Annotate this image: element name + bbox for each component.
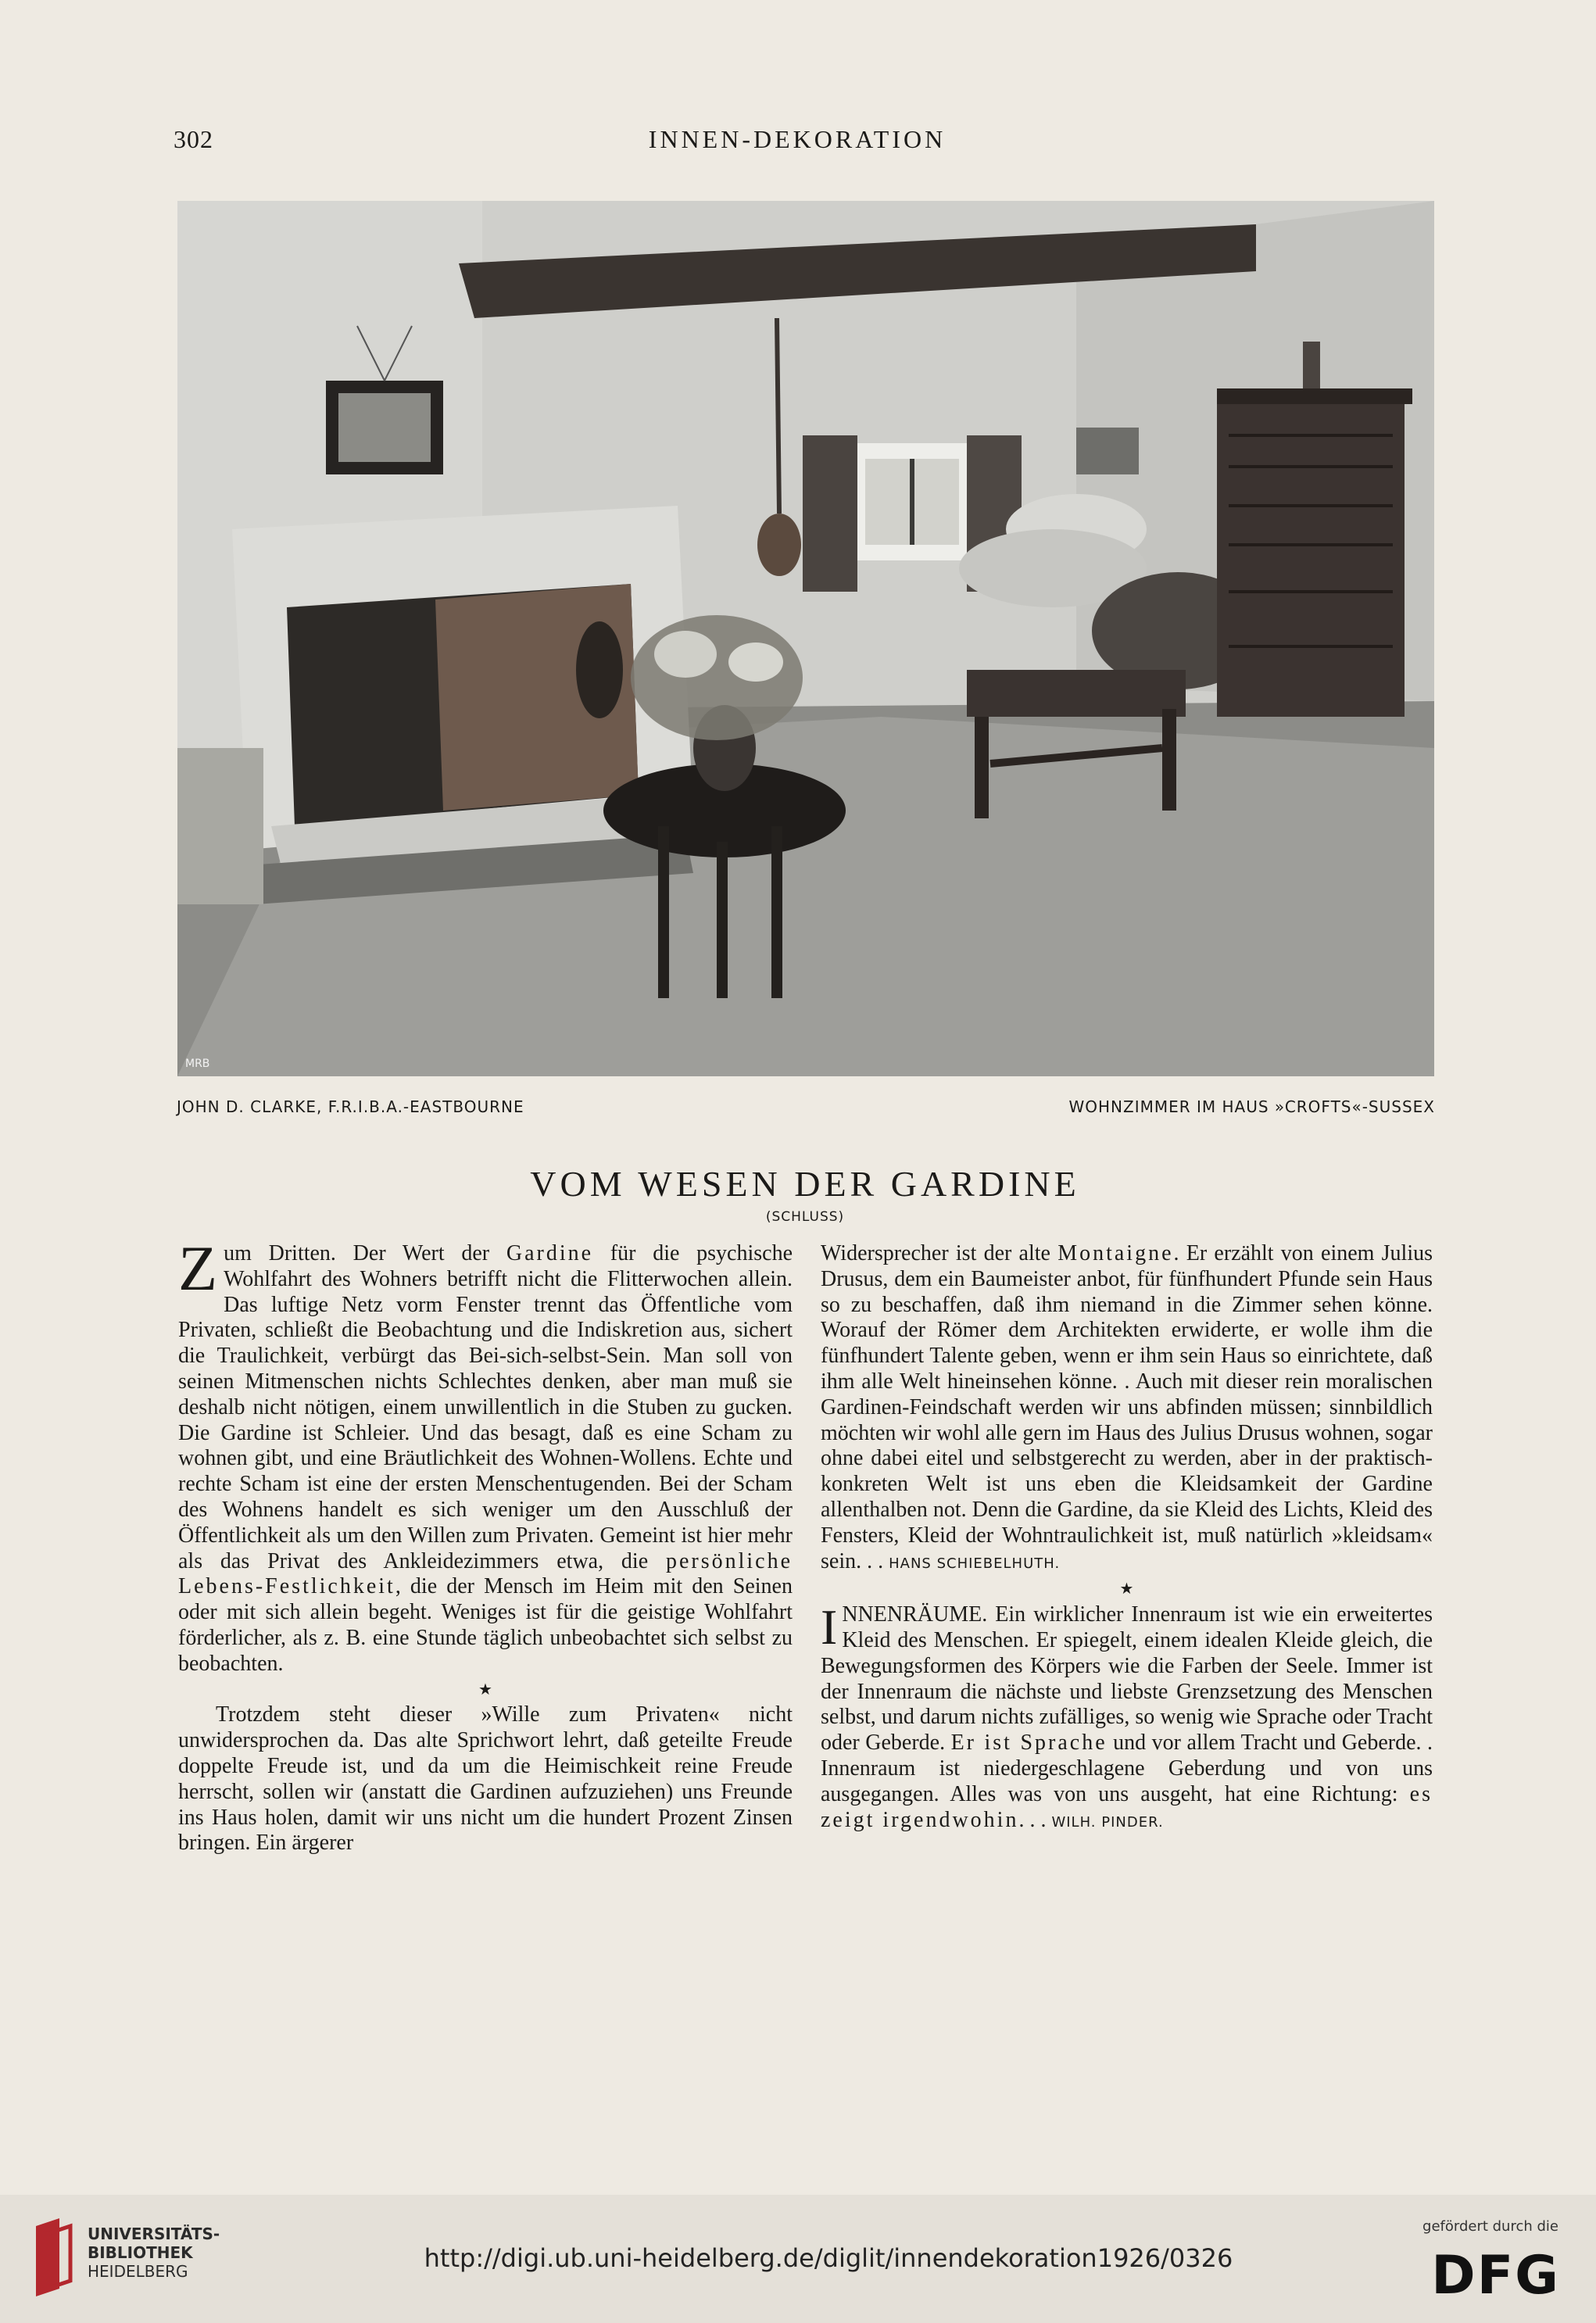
running-head: INNEN-DEKORATION bbox=[648, 125, 947, 153]
left-paragraph-2: Trotzdem steht dieser »Wille zum Privaten« nicht unwidersprochen da. Das alte Sprichwort lehrt, daß geteilte Freude doppelte Freude ist, und da um die Heimischkeit reine Freude herrscht, sollen wir (anstatt die Gardinen aufzuziehen) uns Freunde ins Haus holen, damit wir uns nicht um die hundert Prozent Zinsen bringen. Ein ärgerer bbox=[178, 1702, 793, 1856]
section-separator: ★ bbox=[478, 1681, 492, 1698]
photo-illustration bbox=[177, 201, 1434, 1076]
right-column bbox=[821, 1241, 1433, 1835]
university-library-name: UNIVERSITÄTS- BIBLIOTHEK HEIDELBERG bbox=[88, 2225, 220, 2281]
author-signature: WILH. PINDER. bbox=[1051, 1813, 1164, 1831]
digitization-footer bbox=[0, 2195, 1596, 2323]
left-paragraph-1: Zum Dritten. Der Wert der Gardine für die psychische Wohlfahrt des Wohners betrifft nicht die Flitterwochen allein. Das luftige Netz vorm Fenster trennt das Öffentliche vom Privaten, schließt die Beobachtung und die Indiskretion aus, sichert die Traulichkeit, verbürgt das Bei-sich-selbst-Sein. Man soll von seinen Mitmenschen nichts Schlechtes denken, aber man muß sie deshalb nicht nötigen, einem unwillentlich in die Stuben zu gucken. Die Gardine ist Schleier. Und das besagt, daß es eine Scham zu wohnen gibt, und eine Bräutlichkeit des Wohnen-Wollens. Echte und rechte Scham ist eine der ersten Menschentugenden. Bei der Scham des Wohnens handelt es sich weniger um den Ausschluß der Öffentlichkeit als um den Willen zum Privaten. Gemeint ist hier mehr als das Privat des Ankleidezimmers etwa, die persönliche Lebens-Festlichkeit, die der Mensch im Heim mit den Seinen oder mit sich allein begeht. Weniges ist für die geistige Wohlfahrt förderlicher, als z. B. eine Stunde täglich unbeobachtet sich selbst zu beobachten. bbox=[178, 1233, 793, 1676]
dfg-logo: DFG bbox=[1431, 2245, 1560, 2307]
right-paragraph-2: INNENRÄUME. Ein wirklicher Innenraum ist wie ein erweitertes Kleid des Menschen. Er spiegelt, einem idealen Kleide gleich, die Bewegungsformen des Körpers wie die Farben der Seele. Immer ist der Innenraum die nächste und liebste Grenzsetzung des Menschen selbst, und darum nichts zufälliges, so wenig wie Sprache oder Tracht oder Geberde. Er ist Sprache und vor allem Tracht und Geberde. . Innenraum ist niedergeschlagene Geberdung und von uns ausgegangen. Alles was von uns ausgeht, hat eine Richtung: es zeigt irgendwohin. . . WILH. PINDER. bbox=[821, 1599, 1433, 1832]
page-number: 302 bbox=[174, 125, 213, 153]
drop-cap: Z bbox=[178, 1233, 218, 1304]
drop-cap: I bbox=[821, 1599, 838, 1655]
article-subtitle: (SCHLUSS) bbox=[765, 1209, 845, 1225]
caption-room: WOHNZIMMER IM HAUS »CROFTS«-SUSSEX bbox=[1068, 1097, 1435, 1116]
right-paragraph-1: Widersprecher ist der alte Montaigne. Er erzählt von einem Julius Drusus, dem ein Baumeister anbot, für fünfhundert Pfunde sein Haus so zu beschaffen, daß ihm niemand in die Zimmer sehen könne. Worauf der Römer dem Architekten erwiderte, er wolle ihm die fünfhundert Talente geben, wenn er ihm sein Haus so einrichtete, daß ihm alle Welt hineinsehen könne. . Auch mit dieser rein moralischen Gardinen-Feindschaft werden wir uns abfinden müssen; sinnbildlich möchten wir wohl alle gern im Haus des Julius Drusus wohnen, sogar ohne dabei eitel und selbstgerecht zu werden, aber in der praktisch-konkreten Welt ist uns eben die Kleidsamkeit der Gardine allenthalben not. Denn die Gardine, da sie Kleid des Lichts, Kleid des Fensters, Kleid der Wohntraulichkeit ist, muß natürlich »kleidsam« sein. . . HANS SCHIEBELHUTH. bbox=[821, 1241, 1433, 1573]
author-signature: HANS SCHIEBELHUTH. bbox=[889, 1555, 1061, 1572]
photo-monogram: MRB bbox=[185, 1058, 210, 1070]
university-library-logo-icon bbox=[28, 2218, 78, 2296]
caption-architect: JOHN D. CLARKE, F.R.I.B.A.-EASTBOURNE bbox=[177, 1097, 524, 1116]
permalink-url[interactable]: http://digi.ub.uni-heidelberg.de/diglit/innendekoration1926/0326 bbox=[424, 2243, 1233, 2273]
left-column bbox=[178, 1233, 793, 1856]
article-title: VOM WESEN DER GARDINE bbox=[530, 1164, 1080, 1204]
section-separator: ★ bbox=[1119, 1580, 1134, 1598]
interior-photograph bbox=[177, 201, 1434, 1076]
sponsor-label: gefördert durch die bbox=[1422, 2218, 1558, 2235]
